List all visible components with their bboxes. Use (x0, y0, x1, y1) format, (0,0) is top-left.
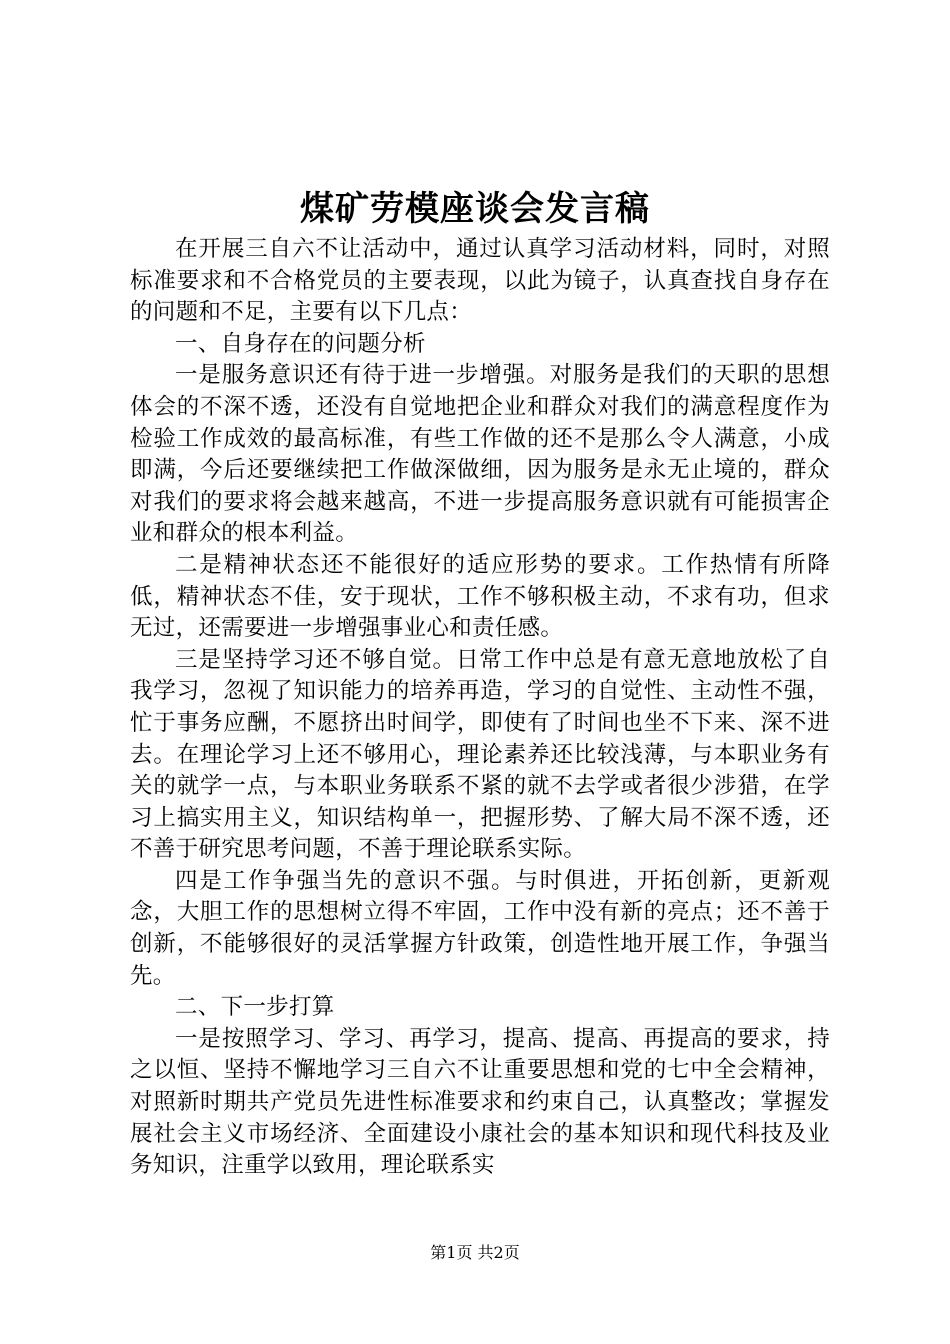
document-title: 煤矿劳模座谈会发言稿 (300, 189, 650, 229)
paragraph-point-2: 二是精神状态还不能很好的适应形势的要求。工作热情有所降低，精神状态不佳，安于现状，工作不够积极主动，不求有功，但求无过，还需要进一步增强事业心和责任感。 (130, 551, 830, 642)
paragraph-intro: 在开展三自六不让活动中，通过认真学习活动材料，同时，对照标准要求和不合格党员的主要表现，以此为镜子，认真查找自身存在的问题和不足，主要有以下几点： (130, 236, 830, 326)
paragraph-point-3: 三是坚持学习还不够自觉。日常工作中总是有意无意地放松了自我学习，忽视了知识能力的培养再造，学习的自觉性、主动性不强，忙于事务应酬，不愿挤出时间学，即使有了时间也坐不下来、深不进去。在理论学习上还不够用心，理论素养还比较浅薄，与本职业务有关的就学一点，与本职业务联系不紧的就不去学或者很少涉猎，在学习上搞实用主义，知识结构单一，把握形势、了解大局不深不透，还不善于研究思考问题，不善于理论联系实际。 (130, 646, 830, 863)
paragraph-point-1: 一是服务意识还有待于进一步增强。对服务是我们的天职的思想体会的不深不透，还没有自觉地把企业和群众对我们的满意程度作为检验工作成效的最高标准，有些工作做的还不是那么令人满意，小成即满，今后还要继续把工作做深做细，因为服务是永无止境的，群众对我们的要求将会越来越高，不进一步提高服务意识就有可能损害企业和群众的根本利益。 (130, 362, 830, 547)
section-heading-2: 二、下一步打算 (175, 994, 335, 1021)
section-heading-1: 一、自身存在的问题分析 (175, 330, 426, 357)
paragraph-plan-1: 一是按照学习、学习、再学习，提高、提高、再提高的要求，持之以恒、坚持不懈地学习三自六不让重要思想和党的七中全会精神，对照新时期共产党员先进性标准要求和约束自己，认真整改；掌握发展社会主义市场经济、全面建设小康社会的基本知识和现代科技及业务知识，注重学以致用，理论联系实 (130, 1025, 830, 1179)
document-body (130, 234, 830, 1182)
paragraph-point-4: 四是工作争强当先的意识不强。与时俱进，开拓创新，更新观念，大胆工作的思想树立得不牢固，工作中没有新的亮点；还不善于创新，不能够很好的灵活掌握方针政策，创造性地开展工作，争强当先。 (130, 867, 830, 989)
page-number-footer: 第1页 共2页 (430, 1243, 520, 1262)
